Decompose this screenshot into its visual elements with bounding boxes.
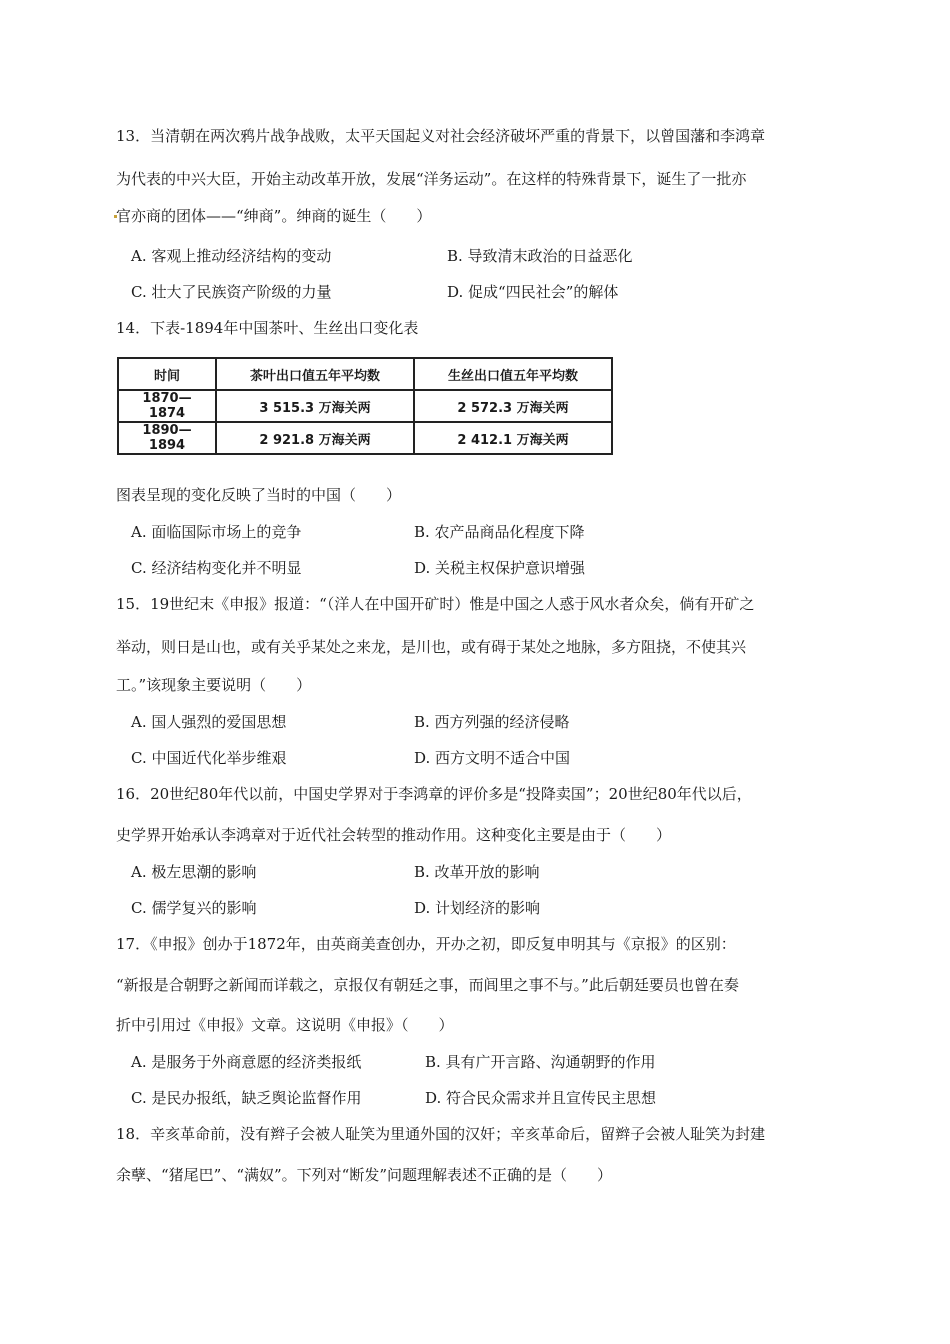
q17-stem-line-2: “新报是合朝野之新闻而详载之，京报仅有朝廷之事，而闾里之事不与。”此后朝廷要员也曾在奏 <box>116 976 739 994</box>
table-header-cell: 生丝出口值五年平均数 <box>414 358 612 390</box>
q16-stem-line-1: 16．20世纪80年代以前，中国史学界对于李鸿章的评价多是“投降卖国”；20世纪80年代以后， <box>116 785 752 803</box>
table-row <box>118 390 612 422</box>
q17-option-a: A. 是服务于外商意愿的经济类报纸 <box>131 1053 362 1071</box>
table-header-cell: 茶叶出口值五年平均数 <box>216 358 414 390</box>
table-row <box>118 422 612 454</box>
q14-option-a: A. 面临国际市场上的竞争 <box>131 523 302 541</box>
table-cell: 1890—1894 <box>118 422 216 454</box>
q15-stem-line-2: 举动，则日是山也，或有关乎某处之来龙，是川也，或有碍于某处之地脉，多方阻挠，不使其兴 <box>116 638 747 656</box>
table-cell: 2 572.3 万海关两 <box>414 390 612 422</box>
q17-stem-line-3: 折中引用过《申报》文章。这说明《申报》（ ） <box>116 1016 454 1034</box>
export-table <box>117 357 613 455</box>
q16-option-d: D. 计划经济的影响 <box>414 899 541 917</box>
q18-stem-line-2: 余孽、“猪尾巴”、“满奴”。下列对“断发”问题理解表述不正确的是（ ） <box>116 1166 613 1184</box>
q14-question: 图表呈现的变化反映了当时的中国（ ） <box>116 486 402 504</box>
q14-option-c: C. 经济结构变化并不明显 <box>131 559 302 577</box>
q15-option-b: B. 西方列强的经济侵略 <box>414 713 570 731</box>
table-cell: 2 412.1 万海关两 <box>414 422 612 454</box>
q15-option-a: A. 国人强烈的爱国思想 <box>131 713 287 731</box>
q17-stem-line-1: 17．《申报》创办于1872年，由英商美查创办，开办之初，即反复申明其与《京报》的区别： <box>116 935 736 953</box>
q15-stem-line-1: 15．19世纪末《申报》报道：“（洋人在中国开矿时）惟是中国之人惑于风水者众矣，倘有开矿之 <box>116 595 755 613</box>
q16-option-c: C. 儒学复兴的影响 <box>131 899 257 917</box>
q14-stem: 14．下表-1894年中国茶叶、生丝出口变化表 <box>116 319 419 337</box>
q17-option-d: D. 符合民众需求并且宣传民主思想 <box>425 1089 657 1107</box>
q16-option-a: A. 极左思潮的影响 <box>131 863 257 881</box>
q15-option-c: C. 中国近代化举步维艰 <box>131 749 287 767</box>
q13-option-d: D. 促成“四民社会”的解体 <box>447 283 619 301</box>
q14-option-d: D. 关税主权保护意识增强 <box>414 559 586 577</box>
q13-stem-line-3: 官亦商的团体——“绅商”。绅商的诞生（ ） <box>116 207 432 225</box>
q16-option-b: B. 改革开放的影响 <box>414 863 540 881</box>
q13-stem-line-1: 13．当清朝在两次鸦片战争战败，太平天国起义对社会经济破坏严重的背景下，以曾国藩和李鸿章 <box>116 127 766 145</box>
q15-stem-line-3: 工。”该现象主要说明（ ） <box>116 676 312 694</box>
q13-option-c: C. 壮大了民族资产阶级的力量 <box>131 283 332 301</box>
q18-stem-line-1: 18．辛亥革命前，没有辫子会被人耻笑为里通外国的汉奸；辛亥革命后，留辫子会被人耻笑为封建 <box>116 1125 766 1143</box>
table-cell: 1870—1874 <box>118 390 216 422</box>
q15-option-d: D. 西方文明不适合中国 <box>414 749 571 767</box>
q16-stem-line-2: 史学界开始承认李鸿章对于近代社会转型的推动作用。这种变化主要是由于（ ） <box>116 826 672 844</box>
q13-option-b: B. 导致清末政治的日益恶化 <box>447 247 633 265</box>
table-cell: 2 921.8 万海关两 <box>216 422 414 454</box>
q13-option-a: A. 客观上推动经济结构的变动 <box>131 247 332 265</box>
q14-option-b: B. 农产品商品化程度下降 <box>414 523 585 541</box>
q17-option-c: C. 是民办报纸，缺乏舆论监督作用 <box>131 1089 362 1107</box>
q17-option-b: B. 具有广开言路、沟通朝野的作用 <box>425 1053 656 1071</box>
table-header-cell: 时间 <box>118 358 216 390</box>
table-cell: 3 515.3 万海关两 <box>216 390 414 422</box>
q13-stem-line-2: 为代表的中兴大臣，开始主动改革开放，发展“洋务运动”。在这样的特殊背景下，诞生了一批亦 <box>116 170 747 188</box>
table-header-row <box>118 358 612 390</box>
